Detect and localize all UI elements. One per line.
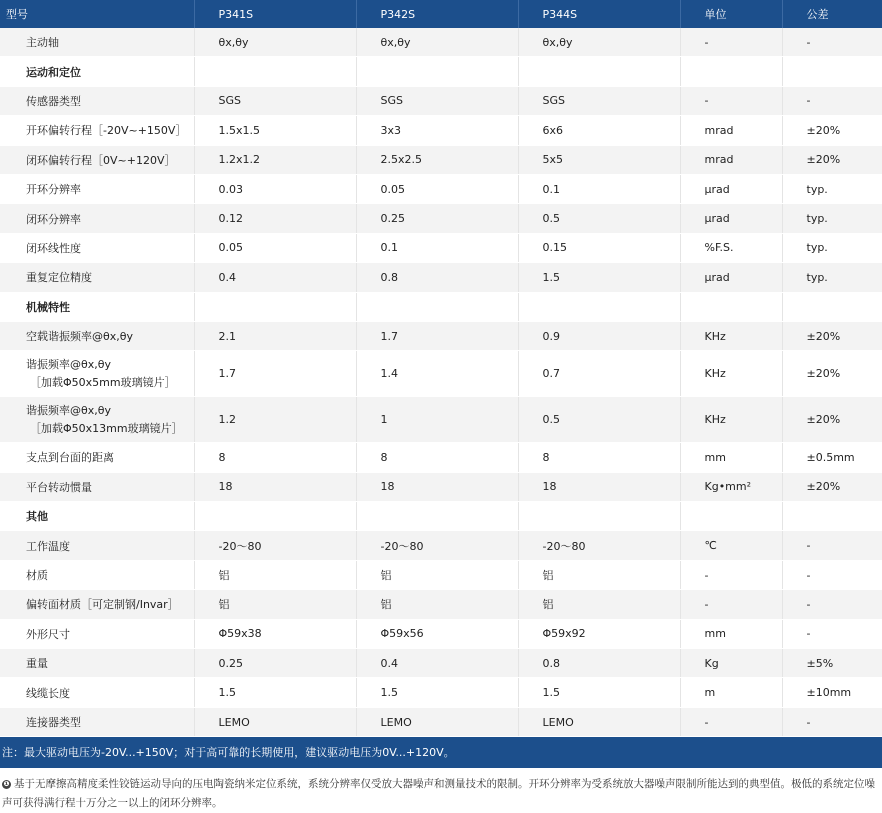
cell-p342s: 0.25: [356, 204, 518, 233]
cell-p342s: 1.7: [356, 321, 518, 350]
cell-param: 偏转面材质［可定制钢/Invar］: [0, 590, 194, 619]
table-row: [0, 321, 882, 350]
cell-tolerance: -: [782, 28, 882, 57]
cell-p344s: SGS: [518, 86, 680, 115]
cell-unit: -: [680, 590, 782, 619]
cell-p344s: 0.1: [518, 174, 680, 203]
cell-unit: mm: [680, 619, 782, 648]
cell-p341s: 1.5x1.5: [194, 116, 356, 145]
table-row: [0, 649, 882, 678]
cell-param: 重复定位精度: [0, 263, 194, 292]
header-tolerance: 公差: [782, 0, 882, 28]
cell-tolerance: ±10mm: [782, 678, 882, 707]
cell-p341s: 1.2x1.2: [194, 145, 356, 174]
cell-p344s: 1.5: [518, 678, 680, 707]
cell-p344s: 0.7: [518, 351, 680, 397]
header-p341s: P341S: [194, 0, 356, 28]
cell-unit: m: [680, 678, 782, 707]
cell-tolerance: [782, 292, 882, 321]
cell-p342s: 0.05: [356, 174, 518, 203]
cell-p344s: 18: [518, 472, 680, 501]
cell-tolerance: ±20%: [782, 145, 882, 174]
cell-p341s: 0.4: [194, 263, 356, 292]
table-row: [0, 678, 882, 707]
cell-p344s: 6x6: [518, 116, 680, 145]
cell-p342s: 8: [356, 443, 518, 472]
cell-param: 工作温度: [0, 531, 194, 560]
table-row: [0, 28, 882, 57]
cell-param: 闭环分辨率: [0, 204, 194, 233]
param-sublabel: ［加载Φ50x13mm玻璃镜片］: [30, 421, 183, 435]
cell-tolerance: -: [782, 619, 882, 648]
cell-tolerance: ±20%: [782, 116, 882, 145]
cell-param: 线缆长度: [0, 678, 194, 707]
cell-p342s: 18: [356, 472, 518, 501]
cell-unit: -: [680, 28, 782, 57]
cell-p341s: 0.25: [194, 649, 356, 678]
cell-p341s: 1.7: [194, 351, 356, 397]
cell-param: 开环偏转行程［-20V~+150V］: [0, 116, 194, 145]
cell-tolerance: typ.: [782, 233, 882, 262]
cell-unit: μrad: [680, 263, 782, 292]
cell-param: 闭环线性度: [0, 233, 194, 262]
cell-param: 支点到台面的距离: [0, 443, 194, 472]
cell-p342s: 3x3: [356, 116, 518, 145]
cell-p341s: [194, 57, 356, 86]
spec-table-body: [0, 28, 882, 737]
cell-unit: mrad: [680, 145, 782, 174]
cell-p342s: 2.5x2.5: [356, 145, 518, 174]
header-unit: 单位: [680, 0, 782, 28]
section-row: [0, 502, 882, 531]
cell-param: [0, 351, 194, 397]
cell-unit: ℃: [680, 531, 782, 560]
cell-tolerance: ±5%: [782, 649, 882, 678]
cell-unit: μrad: [680, 174, 782, 203]
table-row: [0, 174, 882, 203]
cell-param: 传感器类型: [0, 86, 194, 115]
cell-tolerance: ±20%: [782, 397, 882, 443]
cell-tolerance: [782, 57, 882, 86]
cell-param: 运动和定位: [0, 57, 194, 86]
cell-tolerance: ±20%: [782, 472, 882, 501]
table-row: [0, 145, 882, 174]
table-row: [0, 619, 882, 648]
cell-p341s: 0.05: [194, 233, 356, 262]
cell-tolerance: -: [782, 707, 882, 736]
cell-p342s: -20～80: [356, 531, 518, 560]
cell-p341s: 0.12: [194, 204, 356, 233]
param-label: 谐振频率@θx,θy: [26, 358, 111, 372]
cell-p342s: 0.4: [356, 649, 518, 678]
cell-param: 机械特性: [0, 292, 194, 321]
cell-p341s: [194, 502, 356, 531]
param-sublabel: ［加载Φ50x5mm玻璃镜片］: [30, 375, 176, 389]
cell-unit: KHz: [680, 397, 782, 443]
cell-p344s: 铝: [518, 590, 680, 619]
cell-p342s: Φ59x56: [356, 619, 518, 648]
cell-unit: KHz: [680, 321, 782, 350]
cell-param: 外形尺寸: [0, 619, 194, 648]
cell-p342s: 0.1: [356, 233, 518, 262]
cell-unit: KHz: [680, 351, 782, 397]
cell-param: 开环分辨率: [0, 174, 194, 203]
cell-p342s: [356, 292, 518, 321]
cell-p342s: [356, 57, 518, 86]
cell-p344s: -20～80: [518, 531, 680, 560]
cell-tolerance: [782, 502, 882, 531]
table-row: [0, 707, 882, 736]
cell-p341s: 1.2: [194, 397, 356, 443]
cell-param: 其他: [0, 502, 194, 531]
header-p344s: P344S: [518, 0, 680, 28]
cell-p344s: 1.5: [518, 263, 680, 292]
cell-p341s: 0.03: [194, 174, 356, 203]
cell-p344s: 0.8: [518, 649, 680, 678]
cell-p344s: Φ59x92: [518, 619, 680, 648]
cell-p341s: -20～80: [194, 531, 356, 560]
cell-unit: [680, 292, 782, 321]
table-row: [0, 233, 882, 262]
cell-param: 重量: [0, 649, 194, 678]
cell-p342s: LEMO: [356, 707, 518, 736]
cell-p344s: [518, 292, 680, 321]
table-header-row: [0, 0, 882, 28]
cell-p341s: LEMO: [194, 707, 356, 736]
cell-p344s: 5x5: [518, 145, 680, 174]
cell-unit: -: [680, 560, 782, 589]
cell-param: 闭环偏转行程［0V~+120V］: [0, 145, 194, 174]
cell-tolerance: ±20%: [782, 351, 882, 397]
cell-p342s: 1.5: [356, 678, 518, 707]
cell-tolerance: typ.: [782, 204, 882, 233]
cell-p342s: 0.8: [356, 263, 518, 292]
cell-p341s: θx,θy: [194, 28, 356, 57]
cell-p342s: 1.4: [356, 351, 518, 397]
cell-p344s: 0.5: [518, 397, 680, 443]
cell-tolerance: -: [782, 590, 882, 619]
cell-tolerance: -: [782, 560, 882, 589]
cell-p344s: 0.9: [518, 321, 680, 350]
cell-p341s: 1.5: [194, 678, 356, 707]
cell-unit: mm: [680, 443, 782, 472]
drive-voltage-note: 注：最大驱动电压为-20V...+150V；对于高可靠的长期使用，建议驱动电压为0V...+120V。: [0, 737, 882, 768]
cell-p341s: 18: [194, 472, 356, 501]
section-row: [0, 57, 882, 86]
table-row: [0, 397, 882, 443]
cell-p344s: 铝: [518, 560, 680, 589]
table-row: [0, 204, 882, 233]
cell-p341s: Φ59x38: [194, 619, 356, 648]
footnote-number-icon: ❶: [3, 780, 10, 789]
cell-unit: [680, 57, 782, 86]
cell-p342s: θx,θy: [356, 28, 518, 57]
cell-param: 材质: [0, 560, 194, 589]
cell-p342s: [356, 502, 518, 531]
cell-param: 平台转动惯量: [0, 472, 194, 501]
cell-param: [0, 397, 194, 443]
cell-p341s: 铝: [194, 590, 356, 619]
cell-p344s: 8: [518, 443, 680, 472]
cell-p341s: 8: [194, 443, 356, 472]
footnote: [0, 775, 882, 813]
table-row: [0, 590, 882, 619]
header-model: 型号: [0, 0, 194, 28]
cell-unit: Kg: [680, 649, 782, 678]
cell-p342s: SGS: [356, 86, 518, 115]
table-row: [0, 351, 882, 397]
cell-param: 空载谐振频率@θx,θy: [0, 321, 194, 350]
cell-p341s: 2.1: [194, 321, 356, 350]
section-row: [0, 292, 882, 321]
cell-p342s: 1: [356, 397, 518, 443]
cell-unit: mrad: [680, 116, 782, 145]
table-row: [0, 531, 882, 560]
cell-unit: %F.S.: [680, 233, 782, 262]
cell-p344s: LEMO: [518, 707, 680, 736]
cell-p344s: [518, 57, 680, 86]
header-p342s: P342S: [356, 0, 518, 28]
cell-p344s: [518, 502, 680, 531]
cell-unit: Kg•mm²: [680, 472, 782, 501]
param-label: 谐振频率@θx,θy: [26, 404, 111, 418]
table-row: [0, 443, 882, 472]
cell-p342s: 铝: [356, 560, 518, 589]
cell-p342s: 铝: [356, 590, 518, 619]
cell-tolerance: -: [782, 531, 882, 560]
cell-tolerance: -: [782, 86, 882, 115]
cell-unit: -: [680, 707, 782, 736]
table-row: [0, 263, 882, 292]
cell-unit: -: [680, 86, 782, 115]
cell-p344s: θx,θy: [518, 28, 680, 57]
table-row: [0, 86, 882, 115]
cell-tolerance: ±20%: [782, 321, 882, 350]
cell-tolerance: typ.: [782, 263, 882, 292]
cell-p341s: SGS: [194, 86, 356, 115]
cell-unit: [680, 502, 782, 531]
cell-p344s: 0.15: [518, 233, 680, 262]
table-row: [0, 560, 882, 589]
cell-tolerance: ±0.5mm: [782, 443, 882, 472]
cell-param: 连接器类型: [0, 707, 194, 736]
footnote-text: 基于无摩擦高精度柔性铰链运动导向的压电陶瓷纳米定位系统，系统分辨率仅受放大器噪声和测量技术的限制。开环分辨率为受系统放大器噪声限制所能达到的典型值。极低的系统定位噪声可获得满行程十万分之一以上的闭环分辨率。: [2, 778, 875, 810]
cell-p344s: 0.5: [518, 204, 680, 233]
cell-param: 主动轴: [0, 28, 194, 57]
table-row: [0, 116, 882, 145]
table-row: [0, 472, 882, 501]
cell-tolerance: typ.: [782, 174, 882, 203]
cell-p341s: [194, 292, 356, 321]
cell-p341s: 铝: [194, 560, 356, 589]
cell-unit: μrad: [680, 204, 782, 233]
